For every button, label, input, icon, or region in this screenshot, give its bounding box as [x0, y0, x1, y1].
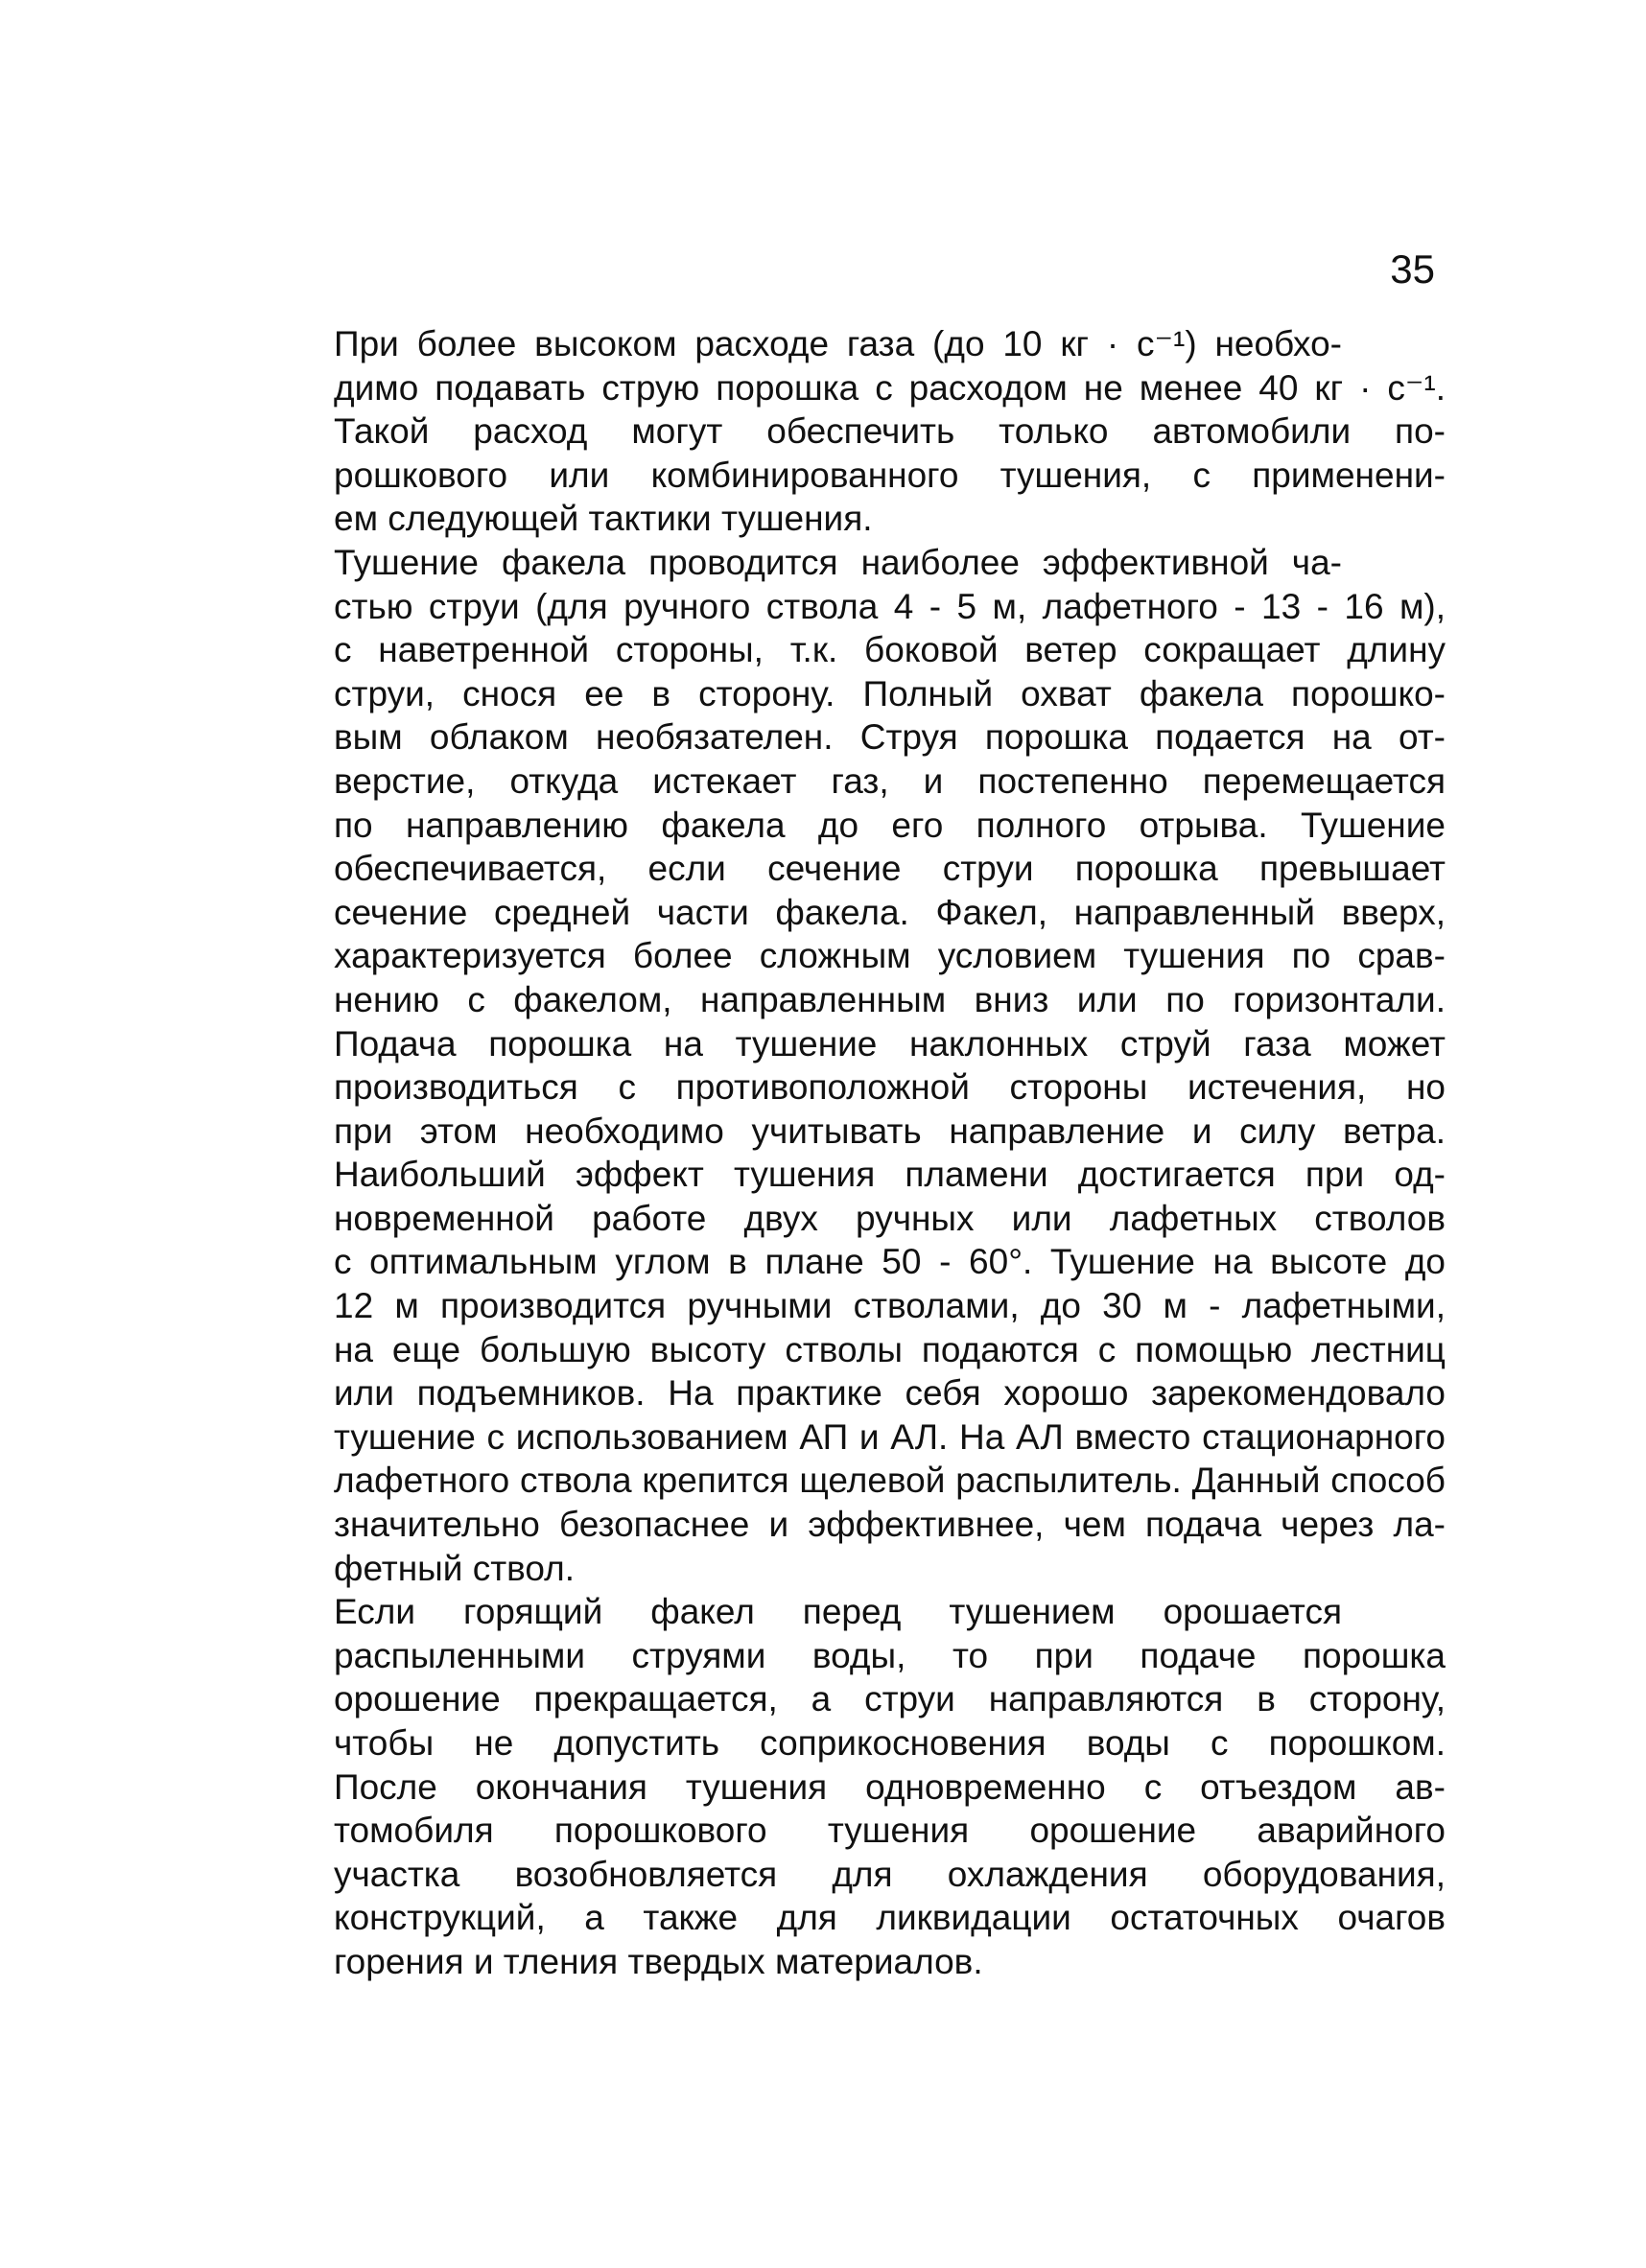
text-line: характеризуется более сложным условием тушения по срав- — [334, 936, 1446, 976]
paragraph-flare-extinguishing-tactics — [230, 541, 1446, 1590]
text-line: 12 м производится ручными стволами, до 30 м - лафетными, — [334, 1286, 1446, 1326]
text-line: ем следующей тактики тушения. — [334, 499, 873, 539]
text-line: производиться с противоположной стороны истечения, но — [334, 1067, 1446, 1108]
text-line: новременной работе двух ручных или лафетных стволов — [334, 1198, 1446, 1238]
text-line: орошение прекращается, а струи направляются в сторону, — [334, 1679, 1446, 1719]
text-line: После окончания тушения одновременно с отъездом ав- — [334, 1766, 1446, 1807]
text-line: томобиля порошкового тушения орошение аварийного — [334, 1811, 1446, 1851]
text-line: фетный ствол. — [334, 1548, 576, 1588]
text-line: обеспечивается, если сечение струи порошка превышает — [334, 849, 1446, 889]
text-line: распыленными струями воды, то при подаче порошка — [334, 1635, 1446, 1675]
text-line: При более высоком расходе газа (до 10 кг · с⁻¹) необхо- — [334, 324, 1342, 363]
text-line: чтобы не допустить соприкосновения воды с порошком. — [334, 1723, 1446, 1763]
text-line: участка возобновляется для охлаждения оборудования, — [334, 1854, 1446, 1894]
text-line: Тушение факела проводится наиболее эффективной ча- — [334, 542, 1342, 582]
text-line: с оптимальным углом в плане 50 - 60°. Тушение на высоте до — [334, 1242, 1446, 1282]
text-line: верстие, откуда истекает газ, и постепенно перемещается — [334, 760, 1446, 801]
text-line: или подъемников. На практике себя хорошо зарекомендовало — [334, 1373, 1446, 1414]
text-line: значительно безопаснее и эффективнее, чем подача через ла- — [334, 1505, 1446, 1545]
text-line: Такой расход могут обеспечить только автомобили по- — [334, 411, 1446, 452]
text-line: на еще большую высоту стволы подаются с помощью лестниц — [334, 1329, 1446, 1369]
text-line: с наветренной стороны, т.к. боковой ветер сокращает длину — [334, 630, 1446, 670]
text-line: Наибольший эффект тушения пламени достигается при од- — [334, 1155, 1446, 1195]
text-line: димо подавать струю порошка с расходом не менее 40 кг · с⁻¹. — [334, 367, 1446, 408]
page-number: 35 — [1390, 246, 1435, 292]
text-line: стью струи (для ручного ствола 4 - 5 м, лафетного - 13 - 16 м), — [334, 586, 1446, 626]
text-line: при этом необходимо учитывать направление и силу ветра. — [334, 1111, 1446, 1151]
text-line: вым облаком необязателен. Струя порошка подается на от- — [334, 717, 1446, 758]
text-line: Если горящий факел перед тушением орошается — [334, 1592, 1342, 1632]
text-line: Подача порошка на тушение наклонных струй газа может — [334, 1023, 1446, 1064]
text-line: горения и тления твердых материалов. — [334, 1941, 983, 1981]
text-line: нению с факелом, направленным вниз или по горизонтали. — [334, 979, 1446, 1019]
text-line: струи, снося ее в сторону. Полный охват факела порошко- — [334, 673, 1446, 713]
text-line: по направлению факела до его полного отрыва. Тушение — [334, 805, 1446, 845]
text-line: рошкового или комбинированного тушения, с применени- — [334, 455, 1446, 495]
text-line: конструкций, а также для ликвидации остаточных очагов — [334, 1898, 1446, 1938]
text-line: тушение с использованием АП и АЛ. На АЛ вместо стационарного — [334, 1416, 1446, 1457]
text-line: лафетного ствола крепится щелевой распылитель. Данный способ — [334, 1461, 1446, 1501]
paragraph-water-irrigation — [230, 1590, 1446, 1983]
text-line: сечение средней части факела. Факел, направленный вверх, — [334, 892, 1446, 932]
body-text — [230, 322, 1446, 1984]
paragraph-powder-flow-rate — [230, 322, 1446, 541]
